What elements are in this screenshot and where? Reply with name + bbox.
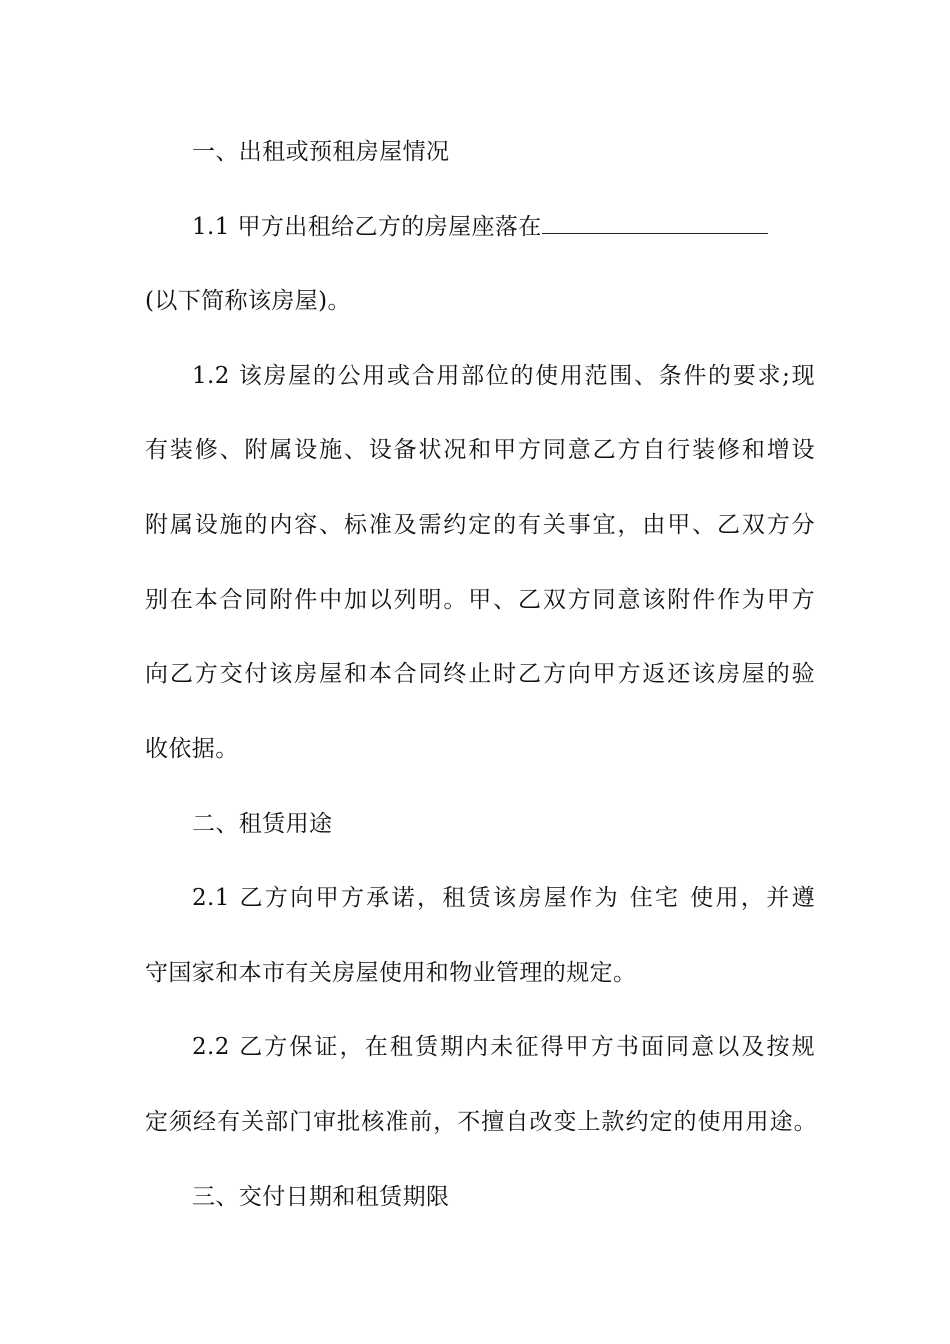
clause-2-1-line-2: 守国家和本市有关房屋使用和物业管理的规定。 xyxy=(145,960,637,986)
clause-1-1-line-1 xyxy=(192,211,862,243)
address-blank-field xyxy=(542,211,768,234)
section-heading-2: 二、租赁用途 xyxy=(192,811,333,837)
clause-1-2-line-4: 别在本合同附件中加以列明。甲、乙双方同意该附件作为甲方 xyxy=(145,587,815,613)
section-heading-3: 三、交付日期和租赁期限 xyxy=(192,1184,450,1210)
clause-2-2-line-2: 定须经有关部门审批核准前，不擅自改变上款约定的使用用途。 xyxy=(145,1109,817,1135)
clause-1-2-line-5: 向乙方交付该房屋和本合同终止时乙方向甲方返还该房屋的验 xyxy=(145,661,815,687)
section-heading-1: 一、出租或预租房屋情况 xyxy=(192,139,450,165)
clause-1-2-line-1: 1.2 该房屋的公用或合用部位的使用范围、条件的要求;现 xyxy=(192,363,815,389)
clause-2-1-line-1: 2.1 乙方向甲方承诺，租赁该房屋作为 住宅 使用，并遵 xyxy=(192,885,815,911)
clause-1-2-line-3: 附属设施的内容、标准及需约定的有关事宜，由甲、乙双方分 xyxy=(145,512,815,538)
clause-1-2-line-6: 收依据。 xyxy=(145,736,239,762)
clause-1-1-text: 1.1 甲方出租给乙方的房屋座落在 xyxy=(192,214,542,240)
clause-1-1-line-2: (以下简称该房屋)。 xyxy=(145,288,351,314)
clause-1-2-line-2: 有装修、附属设施、设备状况和甲方同意乙方自行装修和增设 xyxy=(145,437,815,463)
clause-2-2-line-1: 2.2 乙方保证，在租赁期内未征得甲方书面同意以及按规 xyxy=(192,1034,815,1060)
